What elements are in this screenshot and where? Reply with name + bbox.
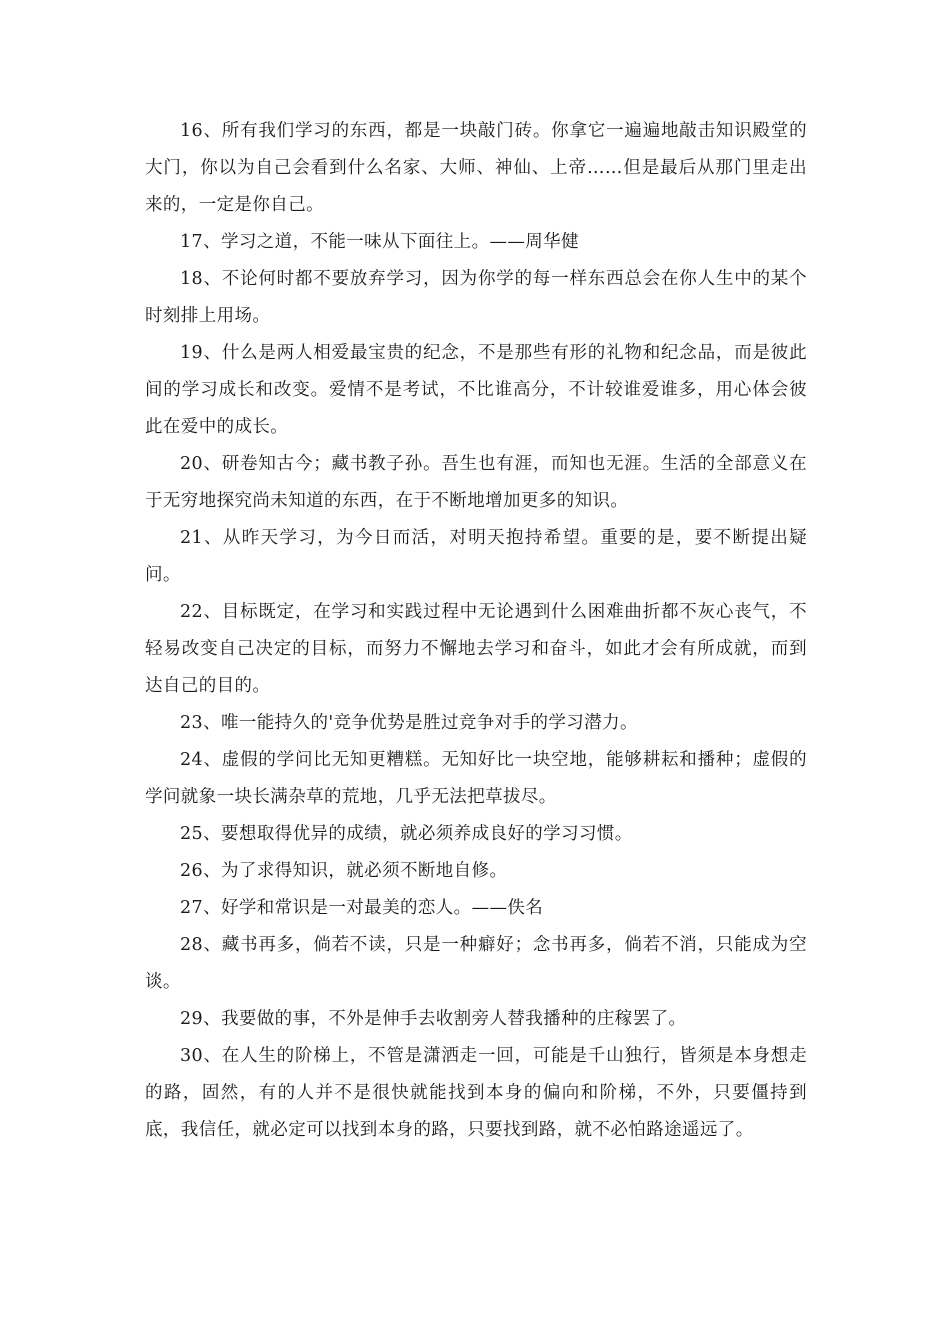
- quote-paragraph-19: 19、什么是两人相爱最宝贵的纪念，不是那些有形的礼物和纪念品，而是彼此间的学习成长和改变。爱情不是考试，不比谁高分，不计较谁爱谁多，用心体会彼此在爱中的成长。: [145, 343, 807, 437]
- quote-paragraph-26: 26、为了求得知识，就必须不断地自修。: [180, 861, 508, 881]
- document-body: [145, 113, 807, 1149]
- quote-paragraph-24: 24、虚假的学问比无知更糟糕。无知好比一块空地，能够耕耘和播种；虚假的学问就象一块长满杂草的荒地，几乎无法把草拔尽。: [145, 750, 807, 807]
- quote-paragraph-21: 21、从昨天学习，为今日而活，对明天抱持希望。重要的是，要不断提出疑问。: [145, 528, 807, 585]
- quote-paragraph-23: 23、唯一能持久的'竞争优势是胜过竞争对手的学习潜力。: [180, 713, 638, 733]
- quote-paragraph-20: 20、研卷知古今；藏书教子孙。吾生也有涯，而知也无涯。生活的全部意义在于无穷地探究尚未知道的东西，在于不断地增加更多的知识。: [145, 454, 807, 511]
- quote-paragraph-17: 17、学习之道，不能一味从下面往上。——周华健: [180, 232, 579, 252]
- quote-paragraph-27: 27、好学和常识是一对最美的恋人。——佚名: [180, 898, 544, 918]
- quote-paragraph-28: 28、藏书再多，倘若不读，只是一种癖好；念书再多，倘若不消，只能成为空谈。: [145, 935, 807, 992]
- quote-paragraph-30: 30、在人生的阶梯上，不管是潇洒走一回，可能是千山独行，皆须是本身想走的路，固然，有的人并不是很快就能找到本身的偏向和阶梯，不外，只要僵持到底，我信任，就必定可以找到本身的路，只要找到路，就不必怕路途遥远了。: [145, 1046, 807, 1140]
- quote-paragraph-25: 25、要想取得优异的成绩，就必须养成良好的学习习惯。: [180, 824, 633, 844]
- quote-paragraph-22: 22、目标既定，在学习和实践过程中无论遇到什么困难曲折都不灰心丧气，不轻易改变自己决定的目标，而努力不懈地去学习和奋斗，如此才会有所成就，而到达自己的目的。: [145, 602, 807, 696]
- quote-paragraph-18: 18、不论何时都不要放弃学习，因为你学的每一样东西总会在你人生中的某个时刻排上用场。: [145, 269, 807, 326]
- quote-paragraph-29: 29、我要做的事，不外是伸手去收割旁人替我播种的庄稼罢了。: [180, 1009, 687, 1029]
- quote-paragraph-16: 16、所有我们学习的东西，都是一块敲门砖。你拿它一遍遍地敲击知识殿堂的大门，你以为自己会看到什么名家、大师、神仙、上帝……但是最后从那门里走出来的，一定是你自己。: [145, 121, 807, 215]
